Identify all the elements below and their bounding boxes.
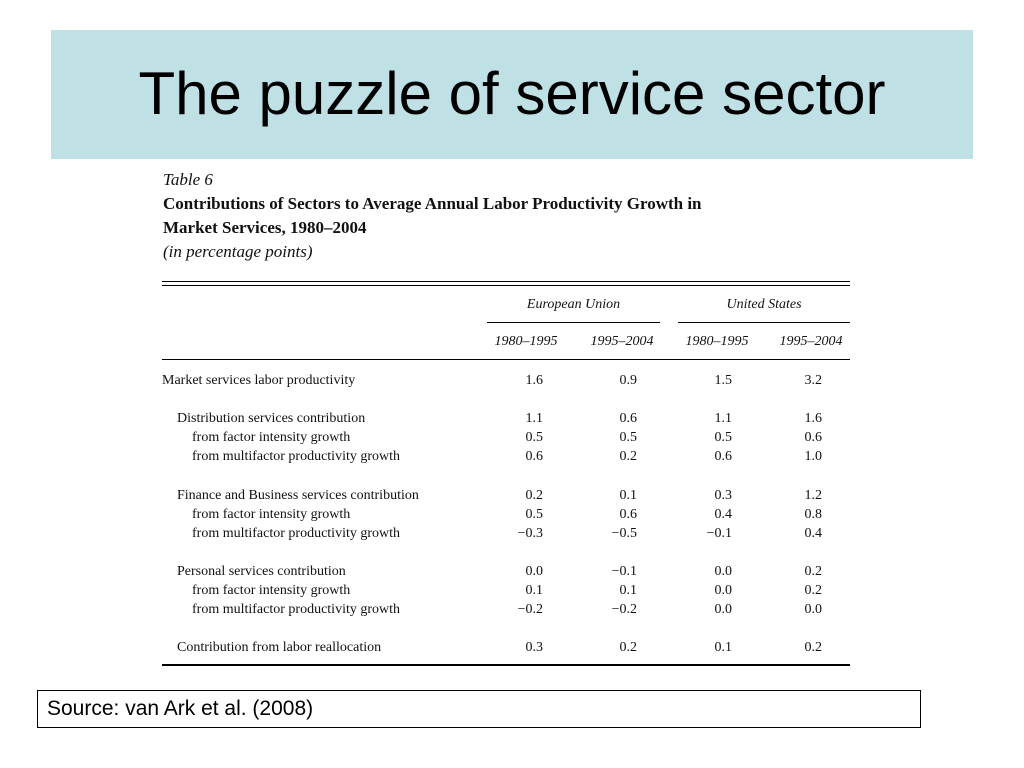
- table-unit: (in percentage points): [163, 242, 313, 261]
- group-header-us: United States: [726, 297, 802, 312]
- table-title-line-2: Market Services, 1980–2004: [163, 218, 367, 237]
- row-label: from multifactor productivity growth: [192, 449, 401, 464]
- row-label: from factor intensity growth: [192, 507, 351, 522]
- row-value: −0.3: [517, 526, 543, 541]
- group-rule-us: [678, 322, 850, 323]
- row-value: 0.0: [714, 564, 732, 579]
- period-header: 1995–2004: [779, 334, 843, 349]
- row-value: 0.1: [714, 640, 732, 655]
- row-label: Personal services contribution: [177, 564, 346, 579]
- group-header-eu: European Union: [526, 297, 621, 312]
- row-value: 1.6: [525, 373, 543, 388]
- period-header: 1980–1995: [685, 334, 749, 349]
- row-value: 0.5: [619, 430, 637, 445]
- row-value: 0.3: [525, 640, 543, 655]
- row-value: −0.5: [611, 526, 637, 541]
- period-header: 1980–1995: [494, 334, 558, 349]
- period-header: 1995–2004: [590, 334, 654, 349]
- row-value: 0.4: [804, 526, 822, 541]
- row-value: 0.2: [804, 583, 822, 598]
- row-value: 0.6: [525, 449, 543, 464]
- row-value: 0.5: [525, 507, 543, 522]
- row-value: 0.2: [525, 488, 543, 503]
- table-label: Table 6: [163, 170, 213, 189]
- row-value: 0.0: [525, 564, 543, 579]
- row-value: 0.9: [619, 373, 637, 388]
- row-value: 0.2: [619, 449, 637, 464]
- row-value: −0.2: [611, 602, 637, 617]
- row-value: −0.2: [517, 602, 543, 617]
- table-bottom-rule: [162, 664, 850, 666]
- row-value: 0.2: [804, 640, 822, 655]
- row-value: 1.6: [804, 411, 822, 426]
- row-value: 3.2: [804, 373, 822, 388]
- row-value: 0.0: [714, 583, 732, 598]
- table-top-rule-1: [162, 281, 850, 282]
- row-value: 0.1: [525, 583, 543, 598]
- group-rule-eu: [487, 322, 660, 323]
- row-value: −0.1: [706, 526, 732, 541]
- row-value: 0.2: [619, 640, 637, 655]
- table-title-line-1: Contributions of Sectors to Average Annual Labor Productivity Growth in: [163, 194, 702, 213]
- row-value: 0.5: [714, 430, 732, 445]
- row-value: 0.0: [714, 602, 732, 617]
- row-value: 0.6: [714, 449, 732, 464]
- row-value: 1.5: [714, 373, 732, 388]
- row-value: 0.2: [804, 564, 822, 579]
- row-value: 0.1: [619, 488, 637, 503]
- header-rule: [162, 359, 850, 360]
- row-value: 1.2: [804, 488, 822, 503]
- row-label: Distribution services contribution: [177, 411, 366, 426]
- row-label: Market services labor productivity: [162, 373, 356, 388]
- title-banner: [51, 30, 973, 159]
- row-value: 0.5: [525, 430, 543, 445]
- row-value: 1.1: [714, 411, 732, 426]
- row-value: 0.1: [619, 583, 637, 598]
- row-value: 0.3: [714, 488, 732, 503]
- row-label: from multifactor productivity growth: [192, 602, 401, 617]
- row-value: 0.4: [714, 507, 732, 522]
- table-top-rule-2: [162, 285, 850, 286]
- row-value: 0.8: [804, 507, 822, 522]
- row-value: 0.0: [804, 602, 822, 617]
- slide-title: The puzzle of service sector: [138, 59, 886, 127]
- row-label: Finance and Business services contribution: [177, 488, 419, 503]
- row-value: −0.1: [611, 564, 637, 579]
- row-label: from factor intensity growth: [192, 430, 351, 445]
- row-value: 0.6: [619, 507, 637, 522]
- row-value: 0.6: [619, 411, 637, 426]
- source-box: [37, 690, 921, 728]
- row-label: from multifactor productivity growth: [192, 526, 401, 541]
- table-caption: [163, 168, 863, 264]
- row-label: from factor intensity growth: [192, 583, 351, 598]
- row-value: 0.6: [804, 430, 822, 445]
- row-label: Contribution from labor reallocation: [177, 640, 382, 655]
- row-value: 1.0: [804, 449, 822, 464]
- source-text: Source: van Ark et al. (2008): [47, 697, 314, 720]
- row-value: 1.1: [525, 411, 543, 426]
